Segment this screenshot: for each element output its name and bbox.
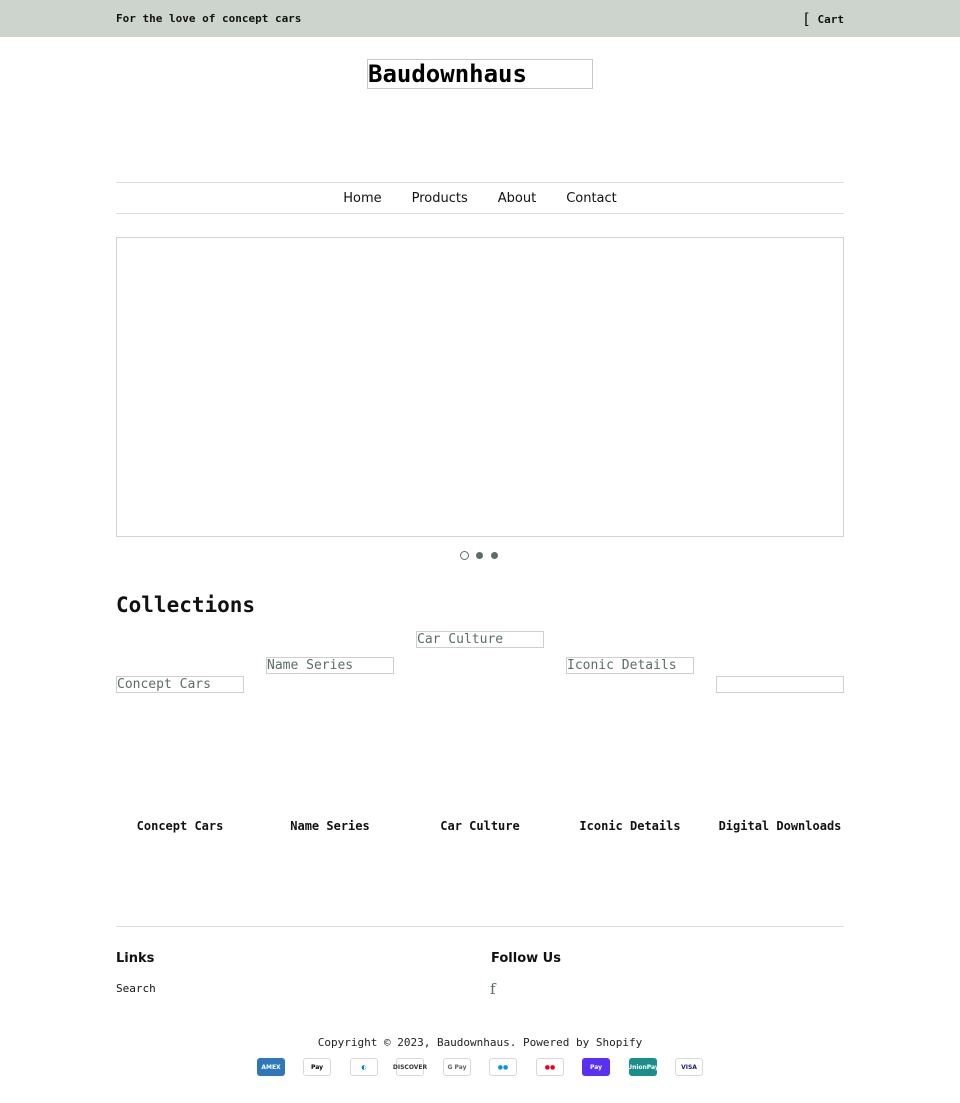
footer-divider — [116, 926, 844, 927]
copyright-text: Copyright © 2023, Baudownhaus. Powered by Shopify — [317, 1036, 643, 1049]
maestro-icon: ●● — [489, 1058, 517, 1076]
collection-link-iconic-details[interactable]: Iconic Details — [579, 819, 681, 833]
collections-title: Collections — [116, 593, 256, 617]
collection-link-concept-cars[interactable]: Concept Cars — [136, 819, 224, 833]
nav-item-products[interactable]: Products — [411, 190, 468, 206]
site-logo-text: Baudownhaus — [368, 60, 527, 88]
amex-icon: AMEX — [257, 1058, 285, 1076]
nav-item-home[interactable]: Home — [343, 190, 382, 206]
unionpay-icon: UnionPay — [629, 1058, 657, 1076]
cart-label: Cart — [817, 12, 844, 26]
footer-link-search[interactable]: Search — [116, 982, 156, 995]
slideshow-dots — [460, 551, 500, 561]
collection-link-name-series[interactable]: Name Series — [290, 819, 370, 833]
site-logo[interactable] — [367, 59, 593, 89]
collection-link-car-culture[interactable]: Car Culture — [440, 819, 520, 833]
diners-club-icon: ◐ — [350, 1058, 378, 1076]
collection-link-digital-downloads[interactable]: Digital Downloads — [718, 819, 842, 833]
slide-dot-2[interactable] — [476, 552, 483, 559]
apple-pay-icon: Pay — [303, 1058, 331, 1076]
collection-image-car-culture[interactable]: Car Culture — [416, 631, 544, 648]
facebook-icon[interactable]: f — [490, 980, 496, 998]
announcement-tagline: For the love of concept cars — [116, 12, 302, 25]
google-pay-icon: G Pay — [443, 1058, 471, 1076]
cart-icon: [ — [804, 9, 810, 28]
collection-image-digital-downloads[interactable] — [716, 676, 844, 693]
slide-dot-3[interactable] — [491, 552, 498, 559]
nav-item-about[interactable]: About — [497, 190, 537, 206]
announcement-bar — [0, 0, 960, 37]
collection-image-concept-cars[interactable]: Concept Cars — [116, 676, 244, 693]
footer-follow-heading: Follow Us — [491, 951, 561, 966]
mastercard-icon: ●● — [536, 1058, 564, 1076]
nav-item-contact[interactable]: Contact — [566, 190, 617, 206]
main-nav — [116, 182, 844, 214]
collection-image-iconic-details[interactable]: Iconic Details — [566, 657, 694, 674]
slide-dot-1[interactable] — [460, 551, 469, 560]
footer-links-heading: Links — [116, 951, 155, 966]
shop-pay-icon: Pay — [582, 1058, 610, 1076]
discover-icon: DISCOVER — [396, 1058, 424, 1076]
collection-image-name-series[interactable]: Name Series — [266, 657, 394, 674]
hero-slideshow[interactable] — [116, 237, 844, 537]
cart-link[interactable] — [804, 10, 844, 28]
visa-icon: VISA — [675, 1058, 703, 1076]
